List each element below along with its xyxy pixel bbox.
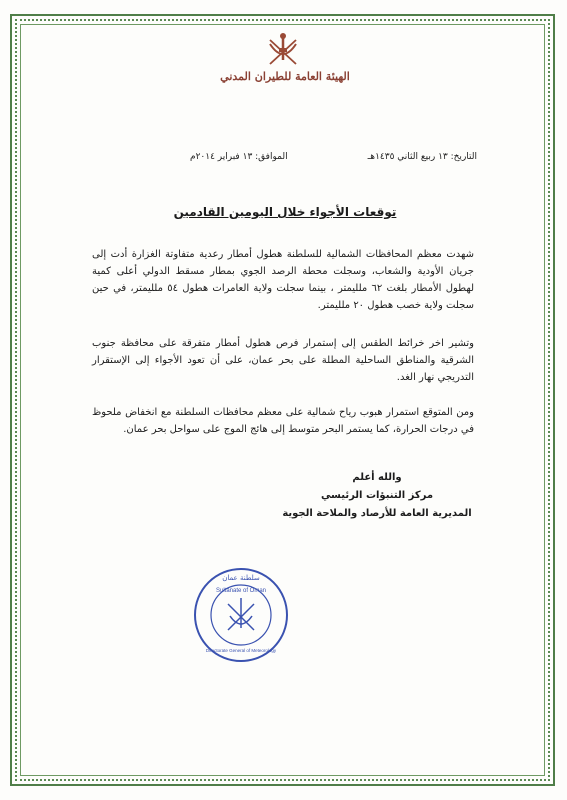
document-title: توقعات الأجواء خلال اليومين القادمين (173, 205, 397, 219)
page-border (10, 14, 555, 786)
khanjar-emblem-icon (264, 30, 302, 70)
organization-name: الهيئة العامة للطيران المدني (220, 70, 350, 83)
stamp-bottom-text: Directorate General of Meteorology (205, 648, 277, 653)
official-stamp (192, 566, 290, 664)
signature-closing: والله أعلم (352, 472, 402, 483)
paragraph-rainfall: شهدت معظم المحافظات الشمالية للسلطنة هطول أمطار رعدية متفاوتة الغزارة أدت إلى جريان الأودية والشعاب، وسجلت محطة الرصد الجوي بمطار مسقط الدولي أعلى كمية لهطول الأمطار بلغت ٦٢ ملليمتر ، بينما سجلت ولاية العامرات هطول ٥٤ ملليمتر، في حين سجلت ولاية خصب هطول ٢٠ ملليمتر. (92, 249, 474, 311)
signature-directorate: المديرية العامة للأرصاد والملاحة الجوية (282, 508, 472, 519)
stamp-sultanate-text: Sultanate of Oman (215, 588, 267, 594)
gregorian-date: الموافق: ١٣ فبراير ٢٠١٤م (190, 152, 288, 162)
stamp-arabic-text: سلطنة عمان (222, 574, 260, 582)
paragraph-forecast: وتشير اخر خرائط الطقس إلى إستمرار فرص هطول أمطار متفرقة على محافظة جنوب الشرقية والمناطق الساحلية المطلة على بحر عمان، على أن تعود الأجواء إلى الإستقرار التدريجي نهار الغد. (92, 338, 474, 383)
signature-center: مركز التنبؤات الرئيسي (320, 490, 434, 501)
hijri-date: التاريخ: ١٣ ربيع الثاني ١٤٣٥هـ (367, 152, 477, 162)
paragraph-winds: ومن المتوقع استمرار هبوب رياح شمالية على معظم محافظات السلطنة مع انخفاض ملحوظ في درجات الحرارة، كما يستمر البحر متوسط إلى هائج الموج على سواحل بحر عمان. (92, 407, 474, 435)
